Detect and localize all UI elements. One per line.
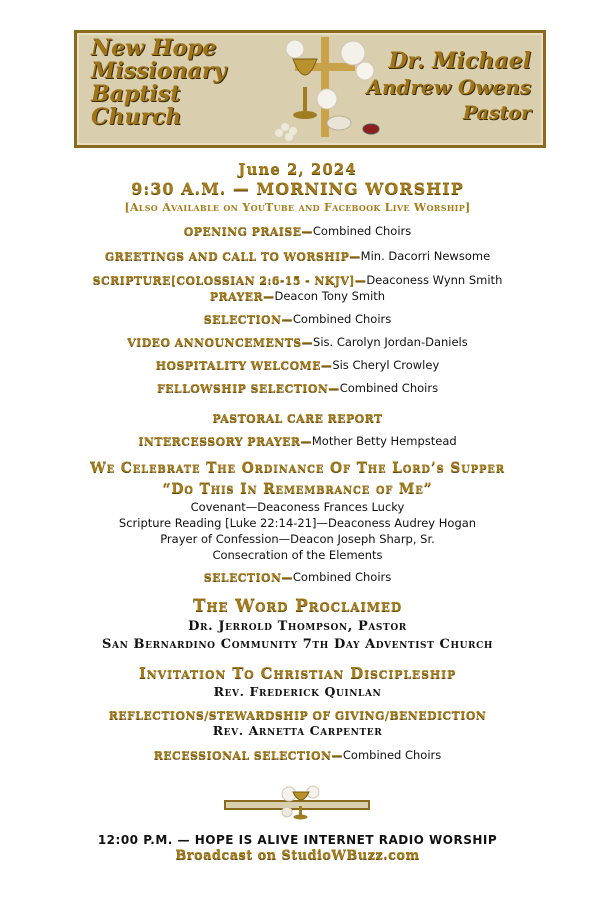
program-item-value: Min. Dacorri Newsome <box>360 249 491 263</box>
reflections-speaker: Rev. Arnetta Carpenter <box>212 723 383 738</box>
pastor-name-line-2: Andrew Owens <box>366 75 531 99</box>
pastor-block <box>366 49 531 126</box>
program-item-value: Deacon Tony Smith <box>274 289 386 303</box>
program-item-label: OPENING PRAISE <box>183 225 302 238</box>
program-item: FELLOWSHIP SELECTION—Combined Choirs <box>156 381 439 395</box>
program-item-label: SELECTION <box>203 313 282 326</box>
small-chalice-lilies-icon <box>279 780 323 824</box>
reflections-title-line <box>0 708 595 722</box>
program-item-label: SCRIPTURE[COLOSSIAN 2:6-15 - NKJV] <box>92 274 355 287</box>
program-item <box>0 411 595 425</box>
program-item-value: Combined Choirs <box>312 224 412 238</box>
program-item: SELECTION—Combined Choirs <box>203 570 392 584</box>
program-item-label: PRAYER <box>209 290 264 303</box>
service-date: June 2, 2024 <box>238 160 357 178</box>
footer-broadcast-line: Broadcast on StudioWBuzz.com <box>175 848 420 863</box>
program-item: HOSPITALITY WELCOME—Sis Cheryl Crowley <box>155 358 440 372</box>
communion-title: We Celebrate The Ordinance Of The Lord’s Supper <box>90 460 505 476</box>
program-item: PRAYER—Deacon Tony Smith <box>209 289 386 303</box>
program-item-value: Mother Betty Hempstead <box>311 434 457 448</box>
program-item: VIDEO ANNOUNCEMENTS—Sis. Carolyn Jordan-Daniels <box>127 335 468 349</box>
communion-line: Consecration of the Elements <box>212 548 383 562</box>
program-item-label: FELLOWSHIP SELECTION <box>156 382 329 395</box>
communion-subtitle: “Do This In Remembrance of Me” <box>162 481 433 497</box>
program-item-label: SELECTION <box>203 571 282 584</box>
program-item-value: Deaconess Wynn Smith <box>366 273 503 287</box>
program-item-value: Sis Cheryl Crowley <box>332 358 440 372</box>
program-item: INTERCESSORY PRAYER—Mother Betty Hempstead <box>138 434 457 448</box>
church-name-line: Baptist <box>91 81 181 107</box>
word-title: The Word Proclaimed <box>192 596 403 616</box>
program-item: SCRIPTURE[COLOSSIAN 2:6-15 - NKJV]—Deaconess Wynn Smith <box>92 273 503 287</box>
communion-line: Covenant—Deaconess Frances Lucky <box>190 500 405 514</box>
program-item-label: RECESSIONAL SELECTION <box>153 749 332 762</box>
word-church: San Bernardino Community 7th Day Adventist Church <box>102 637 493 652</box>
service-time-title: 9:30 A.M. — MORNING WORSHIP <box>131 179 464 198</box>
footer-radio-line: 12:00 P.M. — HOPE IS ALIVE INTERNET RADIO WORSHIP <box>97 833 498 847</box>
program-item-value: Combined Choirs <box>342 748 442 762</box>
program-item-value: Sis. Carolyn Jordan-Daniels <box>313 335 468 349</box>
header-banner <box>74 30 546 148</box>
church-name <box>91 37 226 129</box>
church-name-line: New Hope <box>91 35 217 61</box>
invitation-title: Invitation To Christian Discipleship <box>138 664 457 682</box>
program-item-value: Combined Choirs <box>292 570 392 584</box>
church-name-line: Church <box>91 104 182 130</box>
pastor-title: Pastor <box>462 102 531 124</box>
availability-note: [Also Available on YouTube and Facebook Live Worship] <box>124 201 471 214</box>
communion-line: Scripture Reading [Luke 22:14-21]—Deaconess Audrey Hogan <box>118 516 477 530</box>
program-item-label: VIDEO ANNOUNCEMENTS <box>127 336 302 349</box>
program-item-label: PASTORAL CARE REPORT <box>212 412 383 425</box>
program-item-label: INTERCESSORY PRAYER <box>138 435 301 448</box>
program-item: SELECTION—Combined Choirs <box>203 312 392 326</box>
program-item-label: GREETINGS AND CALL TO WORSHIP <box>104 250 350 263</box>
program-item: OPENING PRAISE—Combined Choirs <box>183 224 412 238</box>
word-speaker: Dr. Jerrold Thompson, Pastor <box>188 619 407 634</box>
church-name-line: Missionary <box>91 58 227 84</box>
program-item-value: Combined Choirs <box>339 381 439 395</box>
program-item-value: Combined Choirs <box>292 312 392 326</box>
program-item-label: HOSPITALITY WELCOME <box>155 359 321 372</box>
invitation-speaker: Rev. Frederick Quinlan <box>213 684 382 699</box>
program-item: GREETINGS AND CALL TO WORSHIP—Min. Dacorri Newsome <box>104 249 491 263</box>
reflections-title: REFLECTIONS/STEWARDSHIP OF GIVING/BENEDICTION <box>108 709 487 722</box>
communion-line: Prayer of Confession—Deacon Joseph Sharp, Sr. <box>160 532 435 546</box>
program-item: RECESSIONAL SELECTION—Combined Choirs <box>153 748 442 762</box>
pastor-name-line-1: Dr. Michael <box>388 48 531 74</box>
